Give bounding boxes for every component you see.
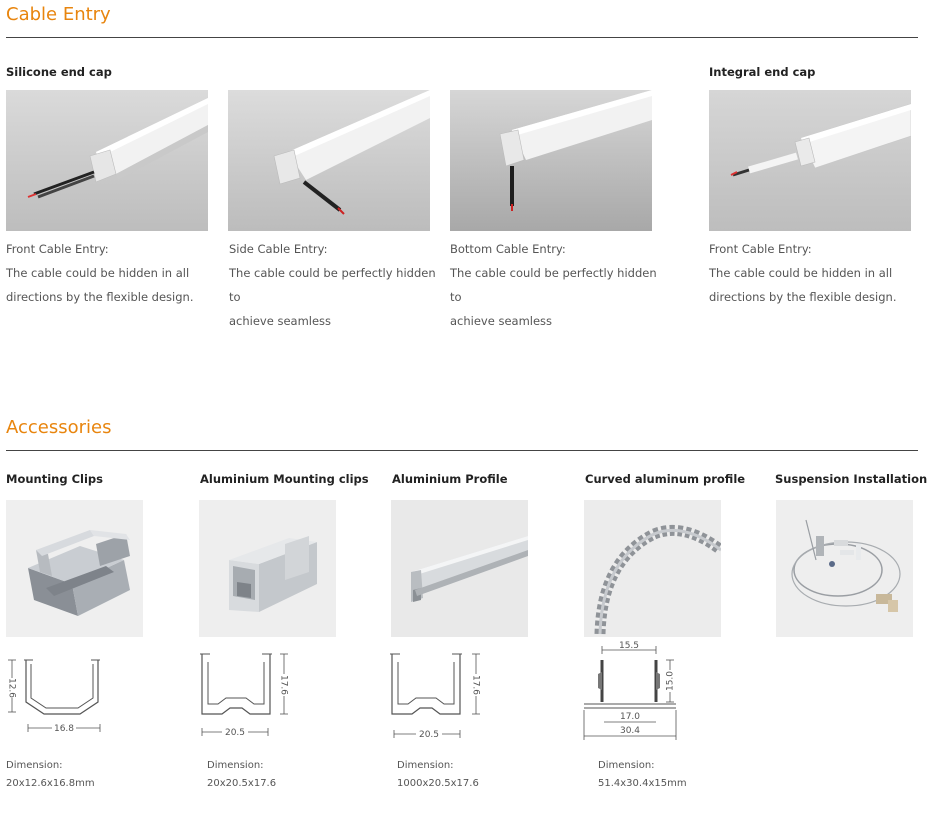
cable-entry-desc-bottom: Bottom Cable Entry: The cable could be perfectly hidden to achieve seamless [450,242,657,328]
section-title-cable-entry: Cable Entry [6,4,111,25]
aluminium-mounting-clips-dimension: Dimension: 20x20.5x17.6 [207,760,277,789]
mounting-clips-image [6,500,143,637]
dim-label: 17.6 [470,674,481,696]
curved-aluminum-profile-label: Curved aluminum profile [585,472,746,486]
suspension-installation-image [776,500,913,637]
bottom-cable-entry-image [450,90,652,231]
silicone-end-cap-label: Silicone end cap [6,65,112,79]
section-divider [6,450,918,451]
dim-label: 20.5 [418,730,440,740]
aluminium-mounting-clips-label: Aluminium Mounting clips [200,472,369,486]
cable-entry-desc-side: Side Cable Entry: The cable could be perfectly hidden to achieve seamless [229,242,436,328]
integral-end-cap-label: Integral end cap [709,65,816,79]
aluminium-profile-label: Aluminium Profile [392,472,508,486]
side-cable-entry-image [228,90,430,231]
mounting-clips-drawing [4,652,114,737]
curved-aluminum-profile-image [584,500,721,637]
dim-label: 17.0 [619,712,641,722]
dim-label: 30.4 [619,726,641,736]
integral-end-cap-image [709,90,911,231]
dim-label: 16.8 [53,724,75,734]
suspension-installation-label: Suspension Installation [775,472,927,486]
aluminium-profile-dimension: Dimension: 1000x20.5x17.6 [397,760,479,789]
curved-aluminum-profile-dimension: Dimension: 51.4x30.4x15mm [598,760,687,789]
mounting-clips-dimension: Dimension: 20x12.6x16.8mm [6,760,95,789]
aluminium-profile-image [391,500,528,637]
cable-entry-desc-front: Front Cable Entry: The cable could be hidden in all directions by the flexible design. [6,242,194,304]
dim-label: 17.6 [278,674,289,696]
front-cable-entry-image [6,90,208,231]
section-title-accessories: Accessories [6,417,112,438]
aluminium-profile-drawing [386,650,486,742]
section-divider [6,37,918,38]
dim-label: 15.5 [618,641,640,651]
aluminium-mounting-clips-drawing [196,650,296,742]
dim-label: 20.5 [224,728,246,738]
dim-label: 15.0 [665,670,676,692]
aluminium-mounting-clips-image [199,500,336,637]
dim-label: 12.6 [6,677,17,699]
mounting-clips-label: Mounting Clips [6,472,103,486]
curved-aluminum-profile-drawing [578,638,690,742]
cable-entry-desc-integral: Front Cable Entry: The cable could be hidden in all directions by the flexible design. [709,242,897,304]
